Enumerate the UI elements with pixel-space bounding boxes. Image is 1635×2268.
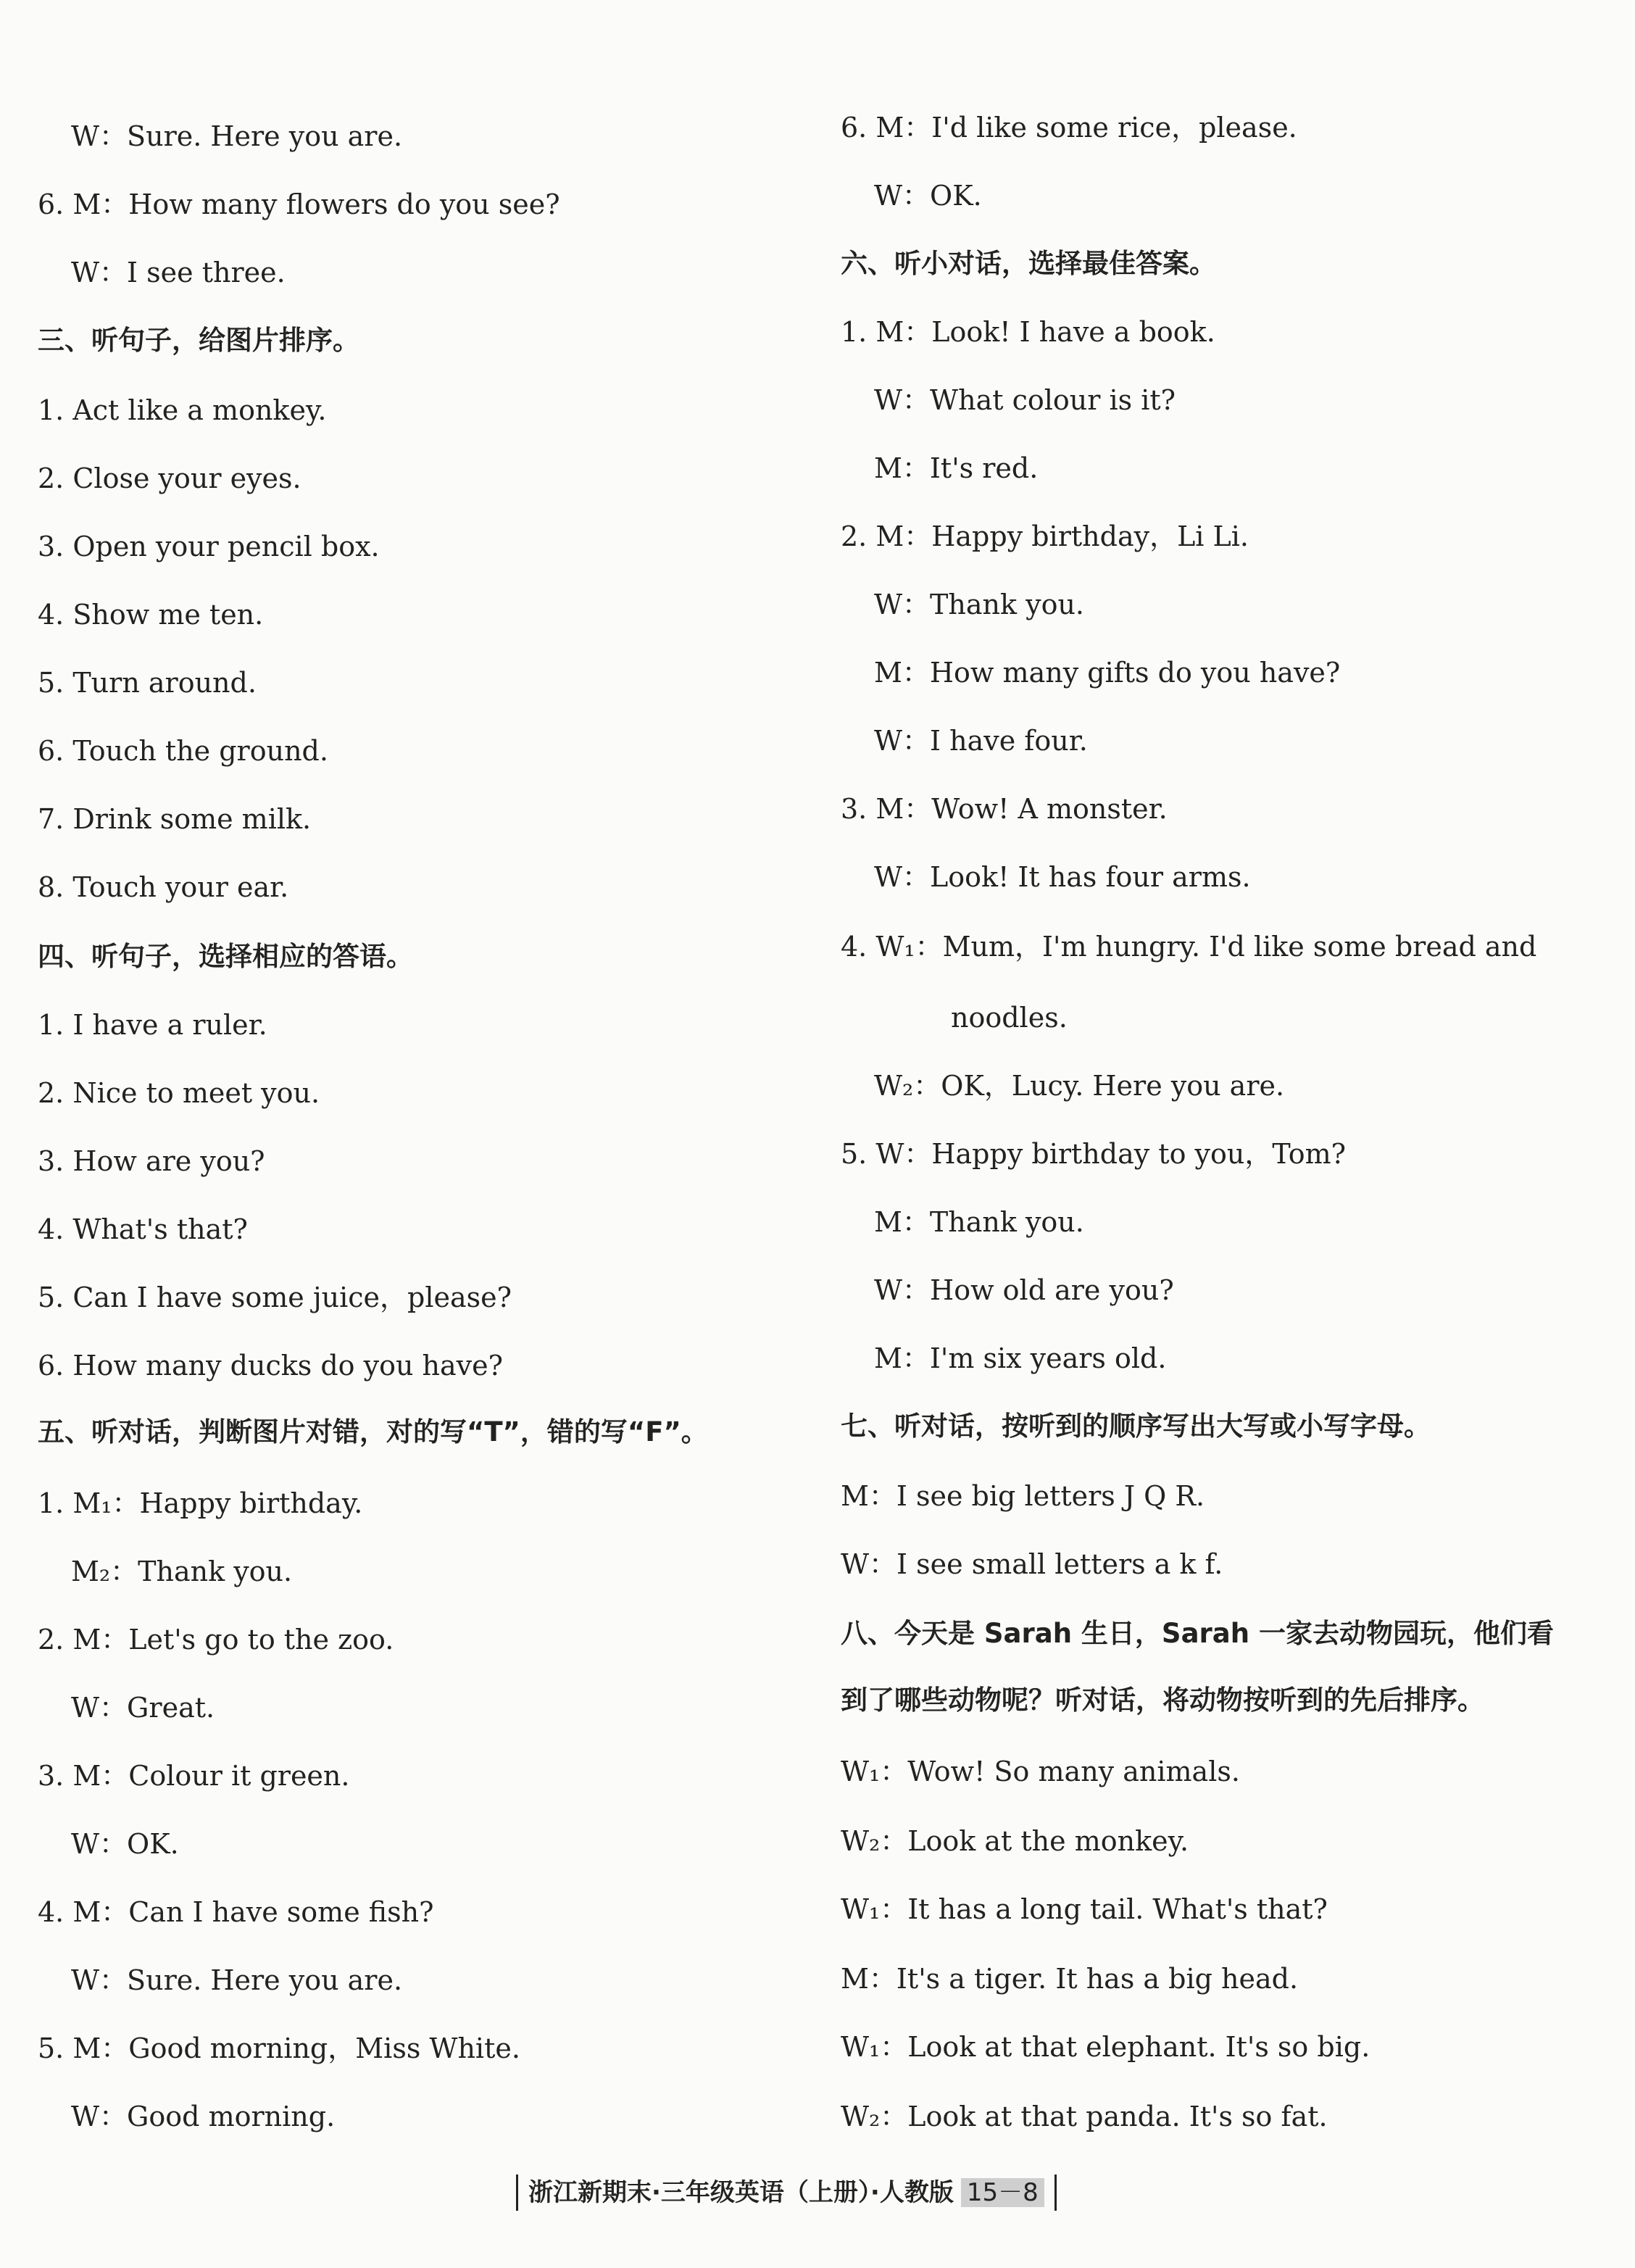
section-heading: 七、听对话，按听到的顺序写出大写或小写字母。: [841, 1411, 1431, 1442]
text-line: W：I see small letters a k f.: [841, 1548, 1223, 1580]
text-line: W：Great.: [71, 1692, 215, 1724]
text-line: 1. M₁：Happy birthday.: [38, 1487, 363, 1519]
text-line: 6. M：I'd like some rice，please.: [841, 112, 1297, 144]
text-line: 3. M：Colour it green.: [38, 1760, 350, 1792]
text-line: 2. Close your eyes.: [38, 462, 301, 494]
text-line: W₂：OK，Lucy. Here you are.: [874, 1070, 1285, 1102]
text-line: 4. Show me ten.: [38, 599, 264, 631]
text-line: noodles.: [951, 1002, 1068, 1034]
text-line: 3. How are you?: [38, 1145, 265, 1177]
text-line: 5. Turn around.: [38, 667, 257, 699]
text-line: M：It's a tiger. It has a big head.: [841, 1963, 1299, 1995]
text-line: W₂：Look at that panda. It's so fat.: [841, 2101, 1328, 2132]
page-footer: [516, 2174, 1057, 2211]
text-line: M：How many gifts do you have?: [874, 657, 1341, 689]
text-line: W₁：Wow! So many animals.: [841, 1756, 1240, 1787]
text-line: 5. Can I have some juice，please?: [38, 1282, 512, 1313]
text-line: M：It's red.: [874, 452, 1039, 484]
text-line: 5. M：Good morning，Miss White.: [38, 2032, 520, 2064]
text-line: W：Good morning.: [71, 2101, 336, 2132]
footer-title: 浙江新期末·三年级英语（上册）·人教版: [528, 2178, 954, 2207]
text-line: W₁：It has a long tail. What's that?: [841, 1893, 1328, 1925]
text-line: W：Thank you.: [874, 589, 1085, 620]
text-line: M：Thank you.: [874, 1206, 1084, 1238]
text-line: W：Sure. Here you are.: [71, 120, 403, 152]
text-line: 8. Touch your ear.: [38, 871, 289, 903]
section-heading: 五、听对话，判断图片对错，对的写“T”，错的写“F”。: [38, 1416, 708, 1447]
text-line: W：OK.: [71, 1828, 179, 1860]
text-line: W：Sure. Here you are.: [71, 1964, 403, 1996]
text-line: 3. M：Wow! A monster.: [841, 793, 1168, 825]
text-line: 4. What's that?: [38, 1213, 248, 1245]
text-line: 1. I have a ruler.: [38, 1009, 267, 1041]
text-line: 6. How many ducks do you have?: [38, 1350, 503, 1382]
page-number: 15－8: [961, 2178, 1044, 2207]
section-heading: 六、听小对话，选择最佳答案。: [841, 248, 1216, 279]
text-line: W：How old are you?: [874, 1274, 1174, 1306]
text-line: 2. M：Happy birthday，Li Li.: [841, 520, 1249, 552]
text-line: W：I have four.: [874, 725, 1088, 757]
text-line: 3. Open your pencil box.: [38, 531, 380, 562]
text-line: W：Look! It has four arms.: [874, 861, 1251, 893]
text-line: M₂：Thank you.: [71, 1555, 293, 1587]
text-line: W：I see three.: [71, 257, 286, 288]
text-line: W₁：Look at that elephant. It's so big.: [841, 2031, 1370, 2063]
text-line: W：What colour is it?: [874, 384, 1176, 416]
text-line: 6. Touch the ground.: [38, 735, 328, 767]
text-line: W：OK.: [874, 180, 982, 212]
text-line: 5. W：Happy birthday to you，Tom?: [841, 1138, 1347, 1170]
text-line: 6. M：How many flowers do you see?: [38, 188, 560, 220]
text-line: 2. M：Let's go to the zoo.: [38, 1624, 394, 1656]
text-line: W₂：Look at the monkey.: [841, 1825, 1189, 1857]
text-line: 1. M：Look! I have a book.: [841, 316, 1215, 348]
text-line: 7. Drink some milk.: [38, 803, 312, 835]
section-heading: 八、今天是 Sarah 生日，Sarah 一家去动物园玩，他们看: [841, 1618, 1554, 1649]
section-heading: 四、听句子，选择相应的答语。: [38, 941, 413, 972]
text-line: M：I see big letters J Q R.: [841, 1480, 1205, 1512]
section-heading: 到了哪些动物呢？听对话，将动物按听到的先后排序。: [841, 1685, 1484, 1716]
text-line: M：I'm six years old.: [874, 1342, 1167, 1374]
text-line: 2. Nice to meet you.: [38, 1077, 320, 1109]
section-heading: 三、听句子，给图片排序。: [38, 325, 359, 356]
text-line: 1. Act like a monkey.: [38, 394, 327, 426]
text-line: 4. M：Can I have some fish?: [38, 1896, 434, 1928]
text-line: 4. W₁：Mum，I'm hungry. I'd like some bread and: [841, 931, 1537, 963]
